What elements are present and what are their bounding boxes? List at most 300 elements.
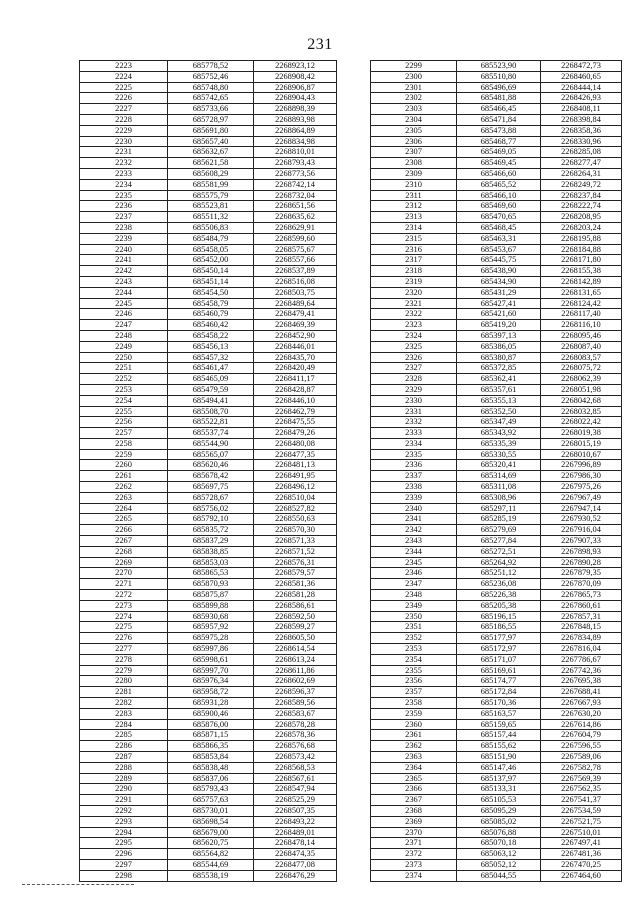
y-coordinate-cell: 2268411,17 xyxy=(254,374,337,385)
x-coordinate-cell: 685620,75 xyxy=(168,838,254,849)
point-number-cell: 2310 xyxy=(371,179,457,190)
y-coordinate-cell: 2268472,73 xyxy=(541,61,622,72)
y-coordinate-cell: 2268116,10 xyxy=(541,320,622,331)
table-row xyxy=(371,784,622,795)
table-row xyxy=(80,287,337,298)
point-number-cell: 2233 xyxy=(80,168,168,179)
y-coordinate-cell: 2268599,60 xyxy=(254,233,337,244)
x-coordinate-cell: 685544,69 xyxy=(168,859,254,870)
y-coordinate-cell: 2267857,31 xyxy=(541,611,622,622)
table-row xyxy=(80,352,337,363)
x-coordinate-cell: 685308,96 xyxy=(457,492,541,503)
y-coordinate-cell: 2268503,75 xyxy=(254,287,337,298)
y-coordinate-cell: 2267996,89 xyxy=(541,460,622,471)
x-coordinate-cell: 685311,08 xyxy=(457,482,541,493)
point-number-cell: 2291 xyxy=(80,795,168,806)
point-number-cell: 2267 xyxy=(80,536,168,547)
table-row xyxy=(80,708,337,719)
point-number-cell: 2302 xyxy=(371,93,457,104)
x-coordinate-cell: 685698,54 xyxy=(168,816,254,827)
x-coordinate-cell: 685757,63 xyxy=(168,795,254,806)
x-coordinate-cell: 685460,42 xyxy=(168,320,254,331)
table-row xyxy=(371,805,622,816)
table-row xyxy=(371,708,622,719)
y-coordinate-cell: 2267510,01 xyxy=(541,827,622,838)
point-number-cell: 2282 xyxy=(80,698,168,709)
table-row xyxy=(80,654,337,665)
x-coordinate-cell: 685565,07 xyxy=(168,449,254,460)
point-number-cell: 2316 xyxy=(371,244,457,255)
y-coordinate-cell: 2268444,14 xyxy=(541,82,622,93)
y-coordinate-cell: 2267916,04 xyxy=(541,525,622,536)
x-coordinate-cell: 685469,60 xyxy=(457,201,541,212)
point-number-cell: 2279 xyxy=(80,665,168,676)
x-coordinate-cell: 685544,90 xyxy=(168,438,254,449)
y-coordinate-cell: 2267596,55 xyxy=(541,741,622,752)
table-row xyxy=(80,622,337,633)
table-row xyxy=(371,449,622,460)
point-number-cell: 2304 xyxy=(371,114,457,125)
table-row xyxy=(80,406,337,417)
y-coordinate-cell: 2268408,11 xyxy=(541,104,622,115)
x-coordinate-cell: 685434,90 xyxy=(457,276,541,287)
x-coordinate-cell: 685469,45 xyxy=(457,158,541,169)
y-coordinate-cell: 2268904,43 xyxy=(254,93,337,104)
x-coordinate-cell: 685070,18 xyxy=(457,838,541,849)
x-coordinate-cell: 685063,12 xyxy=(457,849,541,860)
table-row xyxy=(371,859,622,870)
y-coordinate-cell: 2268019,38 xyxy=(541,428,622,439)
point-number-cell: 2285 xyxy=(80,730,168,741)
y-coordinate-cell: 2268491,95 xyxy=(254,471,337,482)
x-coordinate-cell: 685865,53 xyxy=(168,568,254,579)
table-row xyxy=(371,600,622,611)
y-coordinate-cell: 2268481,13 xyxy=(254,460,337,471)
x-coordinate-cell: 685511,32 xyxy=(168,212,254,223)
y-coordinate-cell: 2268635,62 xyxy=(254,212,337,223)
x-coordinate-cell: 685468,45 xyxy=(457,222,541,233)
y-coordinate-cell: 2268581,36 xyxy=(254,579,337,590)
point-number-cell: 2335 xyxy=(371,449,457,460)
point-number-cell: 2300 xyxy=(371,71,457,82)
point-number-cell: 2295 xyxy=(80,838,168,849)
point-number-cell: 2293 xyxy=(80,816,168,827)
x-coordinate-cell: 685155,62 xyxy=(457,741,541,752)
table-row xyxy=(80,136,337,147)
y-coordinate-cell: 2268249,72 xyxy=(541,179,622,190)
table-row xyxy=(371,644,622,655)
x-coordinate-cell: 685372,85 xyxy=(457,363,541,374)
table-row xyxy=(80,698,337,709)
x-coordinate-cell: 685564,82 xyxy=(168,849,254,860)
x-coordinate-cell: 685186,55 xyxy=(457,622,541,633)
point-number-cell: 2346 xyxy=(371,568,457,579)
x-coordinate-cell: 685866,35 xyxy=(168,741,254,752)
x-coordinate-cell: 685853,03 xyxy=(168,557,254,568)
y-coordinate-cell: 2268547,94 xyxy=(254,784,337,795)
y-coordinate-cell: 2268583,67 xyxy=(254,708,337,719)
table-row xyxy=(80,870,337,881)
point-number-cell: 2280 xyxy=(80,676,168,687)
table-row xyxy=(80,201,337,212)
point-number-cell: 2266 xyxy=(80,525,168,536)
point-number-cell: 2235 xyxy=(80,190,168,201)
y-coordinate-cell: 2267521,75 xyxy=(541,816,622,827)
table-row xyxy=(371,61,622,72)
x-coordinate-cell: 685998,61 xyxy=(168,654,254,665)
point-number-cell: 2257 xyxy=(80,428,168,439)
y-coordinate-cell: 2267947,14 xyxy=(541,503,622,514)
x-coordinate-cell: 685133,31 xyxy=(457,784,541,795)
table-row xyxy=(371,330,622,341)
table-row xyxy=(371,406,622,417)
point-number-cell: 2344 xyxy=(371,546,457,557)
point-number-cell: 2358 xyxy=(371,698,457,709)
point-number-cell: 2351 xyxy=(371,622,457,633)
point-number-cell: 2309 xyxy=(371,168,457,179)
x-coordinate-cell: 685052,12 xyxy=(457,859,541,870)
x-coordinate-cell: 685733,66 xyxy=(168,104,254,115)
point-number-cell: 2237 xyxy=(80,212,168,223)
y-coordinate-cell: 2268527,82 xyxy=(254,503,337,514)
x-coordinate-cell: 685264,92 xyxy=(457,557,541,568)
table-row xyxy=(371,384,622,395)
y-coordinate-cell: 2268516,08 xyxy=(254,276,337,287)
table-row xyxy=(80,104,337,115)
point-number-cell: 2252 xyxy=(80,374,168,385)
x-coordinate-cell: 685357,61 xyxy=(457,384,541,395)
y-coordinate-cell: 2268075,72 xyxy=(541,363,622,374)
table-row xyxy=(80,212,337,223)
y-coordinate-cell: 2268576,68 xyxy=(254,741,337,752)
point-number-cell: 2230 xyxy=(80,136,168,147)
y-coordinate-cell: 2268462,79 xyxy=(254,406,337,417)
point-number-cell: 2325 xyxy=(371,341,457,352)
table-row xyxy=(80,341,337,352)
table-row xyxy=(371,752,622,763)
x-coordinate-cell: 685466,60 xyxy=(457,168,541,179)
table-row xyxy=(371,168,622,179)
point-number-cell: 2240 xyxy=(80,244,168,255)
table-row xyxy=(371,546,622,557)
point-number-cell: 2341 xyxy=(371,514,457,525)
x-coordinate-cell: 685335,39 xyxy=(457,438,541,449)
x-coordinate-cell: 685171,07 xyxy=(457,654,541,665)
table-row xyxy=(371,719,622,730)
table-row xyxy=(371,525,622,536)
table-row xyxy=(371,870,622,881)
x-coordinate-cell: 685421,60 xyxy=(457,309,541,320)
y-coordinate-cell: 2268810,01 xyxy=(254,147,337,158)
y-coordinate-cell: 2267816,04 xyxy=(541,644,622,655)
point-number-cell: 2259 xyxy=(80,449,168,460)
table-row xyxy=(371,654,622,665)
table-row xyxy=(80,255,337,266)
point-number-cell: 2274 xyxy=(80,611,168,622)
point-number-cell: 2241 xyxy=(80,255,168,266)
y-coordinate-cell: 2267614,86 xyxy=(541,719,622,730)
x-coordinate-cell: 685876,00 xyxy=(168,719,254,730)
x-coordinate-cell: 685380,87 xyxy=(457,352,541,363)
y-coordinate-cell: 2268398,84 xyxy=(541,114,622,125)
y-coordinate-cell: 2268285,08 xyxy=(541,147,622,158)
y-coordinate-cell: 2268864,89 xyxy=(254,125,337,136)
table-row xyxy=(80,330,337,341)
table-row xyxy=(371,341,622,352)
x-coordinate-cell: 685976,34 xyxy=(168,676,254,687)
point-number-cell: 2265 xyxy=(80,514,168,525)
x-coordinate-cell: 685170,36 xyxy=(457,698,541,709)
table-row xyxy=(371,557,622,568)
table-row xyxy=(80,363,337,374)
y-coordinate-cell: 2267907,33 xyxy=(541,536,622,547)
y-coordinate-cell: 2268420,49 xyxy=(254,363,337,374)
y-coordinate-cell: 2268908,42 xyxy=(254,71,337,82)
point-number-cell: 2342 xyxy=(371,525,457,536)
y-coordinate-cell: 2268428,87 xyxy=(254,384,337,395)
point-number-cell: 2238 xyxy=(80,222,168,233)
y-coordinate-cell: 2268124,42 xyxy=(541,298,622,309)
table-row xyxy=(80,849,337,860)
table-row xyxy=(371,309,622,320)
table-row xyxy=(80,816,337,827)
x-coordinate-cell: 685169,61 xyxy=(457,665,541,676)
coordinates-table-right xyxy=(370,60,622,882)
point-number-cell: 2284 xyxy=(80,719,168,730)
point-number-cell: 2372 xyxy=(371,849,457,860)
y-coordinate-cell: 2267541,37 xyxy=(541,795,622,806)
x-coordinate-cell: 685451,14 xyxy=(168,276,254,287)
point-number-cell: 2231 xyxy=(80,147,168,158)
point-number-cell: 2362 xyxy=(371,741,457,752)
y-coordinate-cell: 2268613,24 xyxy=(254,654,337,665)
y-coordinate-cell: 2268022,42 xyxy=(541,417,622,428)
table-row xyxy=(80,492,337,503)
point-number-cell: 2326 xyxy=(371,352,457,363)
x-coordinate-cell: 685756,02 xyxy=(168,503,254,514)
y-coordinate-cell: 2268476,29 xyxy=(254,870,337,881)
point-number-cell: 2360 xyxy=(371,719,457,730)
y-coordinate-cell: 2268452,90 xyxy=(254,330,337,341)
table-row xyxy=(80,503,337,514)
x-coordinate-cell: 685870,93 xyxy=(168,579,254,590)
table-row xyxy=(80,147,337,158)
x-coordinate-cell: 685463,31 xyxy=(457,233,541,244)
table-row xyxy=(80,384,337,395)
table-row xyxy=(80,676,337,687)
y-coordinate-cell: 2268602,69 xyxy=(254,676,337,687)
y-coordinate-cell: 2267879,35 xyxy=(541,568,622,579)
x-coordinate-cell: 685456,13 xyxy=(168,341,254,352)
y-coordinate-cell: 2268277,47 xyxy=(541,158,622,169)
y-coordinate-cell: 2268581,28 xyxy=(254,590,337,601)
x-coordinate-cell: 685147,46 xyxy=(457,762,541,773)
y-coordinate-cell: 2268510,04 xyxy=(254,492,337,503)
x-coordinate-cell: 685778,52 xyxy=(168,61,254,72)
x-coordinate-cell: 685997,86 xyxy=(168,644,254,655)
table-row xyxy=(80,482,337,493)
table-row xyxy=(371,114,622,125)
table-row xyxy=(371,417,622,428)
x-coordinate-cell: 685095,29 xyxy=(457,805,541,816)
x-coordinate-cell: 685494,41 xyxy=(168,395,254,406)
point-number-cell: 2281 xyxy=(80,687,168,698)
table-row xyxy=(371,687,622,698)
x-coordinate-cell: 685484,79 xyxy=(168,233,254,244)
point-number-cell: 2290 xyxy=(80,784,168,795)
point-number-cell: 2350 xyxy=(371,611,457,622)
table-row xyxy=(371,590,622,601)
table-row xyxy=(371,428,622,439)
table-row xyxy=(80,374,337,385)
y-coordinate-cell: 2268489,64 xyxy=(254,298,337,309)
point-number-cell: 2366 xyxy=(371,784,457,795)
point-number-cell: 2273 xyxy=(80,600,168,611)
y-coordinate-cell: 2268906,87 xyxy=(254,82,337,93)
y-coordinate-cell: 2268171,80 xyxy=(541,255,622,266)
table-row xyxy=(371,611,622,622)
y-coordinate-cell: 2268087,40 xyxy=(541,341,622,352)
table-row xyxy=(80,611,337,622)
table-row xyxy=(80,417,337,428)
x-coordinate-cell: 685355,13 xyxy=(457,395,541,406)
y-coordinate-cell: 2268507,35 xyxy=(254,805,337,816)
x-coordinate-cell: 685621,58 xyxy=(168,158,254,169)
point-number-cell: 2232 xyxy=(80,158,168,169)
point-number-cell: 2270 xyxy=(80,568,168,579)
x-coordinate-cell: 685496,69 xyxy=(457,82,541,93)
table-row xyxy=(80,525,337,536)
x-coordinate-cell: 685431,29 xyxy=(457,287,541,298)
x-coordinate-cell: 685678,42 xyxy=(168,471,254,482)
x-coordinate-cell: 685465,52 xyxy=(457,179,541,190)
table-row xyxy=(371,730,622,741)
table-row xyxy=(371,363,622,374)
y-coordinate-cell: 2268742,14 xyxy=(254,179,337,190)
point-number-cell: 2322 xyxy=(371,309,457,320)
x-coordinate-cell: 685473,88 xyxy=(457,125,541,136)
y-coordinate-cell: 2267860,61 xyxy=(541,600,622,611)
x-coordinate-cell: 685419,20 xyxy=(457,320,541,331)
x-coordinate-cell: 685458,05 xyxy=(168,244,254,255)
x-coordinate-cell: 685314,69 xyxy=(457,471,541,482)
y-coordinate-cell: 2267562,35 xyxy=(541,784,622,795)
y-coordinate-cell: 2268195,88 xyxy=(541,233,622,244)
point-number-cell: 2318 xyxy=(371,266,457,277)
x-coordinate-cell: 685510,80 xyxy=(457,71,541,82)
table-row xyxy=(371,255,622,266)
y-coordinate-cell: 2268095,46 xyxy=(541,330,622,341)
point-number-cell: 2301 xyxy=(371,82,457,93)
y-coordinate-cell: 2268358,36 xyxy=(541,125,622,136)
point-number-cell: 2264 xyxy=(80,503,168,514)
table-row xyxy=(80,600,337,611)
table-row xyxy=(80,773,337,784)
table-row xyxy=(371,298,622,309)
y-coordinate-cell: 2268264,31 xyxy=(541,168,622,179)
point-number-cell: 2308 xyxy=(371,158,457,169)
point-number-cell: 2250 xyxy=(80,352,168,363)
point-number-cell: 2334 xyxy=(371,438,457,449)
y-coordinate-cell: 2268010,67 xyxy=(541,449,622,460)
table-row xyxy=(371,622,622,633)
x-coordinate-cell: 685151,90 xyxy=(457,752,541,763)
table-row xyxy=(80,762,337,773)
point-number-cell: 2245 xyxy=(80,298,168,309)
x-coordinate-cell: 685838,48 xyxy=(168,762,254,773)
y-coordinate-cell: 2268446,10 xyxy=(254,395,337,406)
y-coordinate-cell: 2268578,28 xyxy=(254,719,337,730)
point-number-cell: 2374 xyxy=(371,870,457,881)
table-row xyxy=(80,233,337,244)
y-coordinate-cell: 2268605,50 xyxy=(254,633,337,644)
x-coordinate-cell: 685523,81 xyxy=(168,201,254,212)
point-number-cell: 2247 xyxy=(80,320,168,331)
point-number-cell: 2357 xyxy=(371,687,457,698)
point-number-cell: 2225 xyxy=(80,82,168,93)
table-row xyxy=(371,849,622,860)
y-coordinate-cell: 2268062,39 xyxy=(541,374,622,385)
table-row xyxy=(80,190,337,201)
table-row xyxy=(371,503,622,514)
point-number-cell: 2329 xyxy=(371,384,457,395)
x-coordinate-cell: 685458,22 xyxy=(168,330,254,341)
x-coordinate-cell: 685752,46 xyxy=(168,71,254,82)
y-coordinate-cell: 2267497,41 xyxy=(541,838,622,849)
point-number-cell: 2255 xyxy=(80,406,168,417)
point-number-cell: 2332 xyxy=(371,417,457,428)
y-coordinate-cell: 2267470,25 xyxy=(541,859,622,870)
y-coordinate-cell: 2268489,01 xyxy=(254,827,337,838)
table-row xyxy=(371,482,622,493)
table-row xyxy=(371,179,622,190)
x-coordinate-cell: 685159,65 xyxy=(457,719,541,730)
x-coordinate-cell: 685453,67 xyxy=(457,244,541,255)
table-row xyxy=(371,244,622,255)
y-coordinate-cell: 2268032,85 xyxy=(541,406,622,417)
page-number: 231 xyxy=(307,36,333,53)
table-row xyxy=(80,838,337,849)
x-coordinate-cell: 685205,38 xyxy=(457,600,541,611)
table-row xyxy=(371,233,622,244)
table-row xyxy=(371,665,622,676)
y-coordinate-cell: 2267481,36 xyxy=(541,849,622,860)
y-coordinate-cell: 2268474,35 xyxy=(254,849,337,860)
point-number-cell: 2317 xyxy=(371,255,457,266)
table-row xyxy=(371,276,622,287)
y-coordinate-cell: 2268571,52 xyxy=(254,546,337,557)
point-number-cell: 2229 xyxy=(80,125,168,136)
point-number-cell: 2343 xyxy=(371,536,457,547)
y-coordinate-cell: 2268446,01 xyxy=(254,341,337,352)
table-row xyxy=(80,309,337,320)
x-coordinate-cell: 685386,05 xyxy=(457,341,541,352)
y-coordinate-cell: 2268592,50 xyxy=(254,611,337,622)
table-row xyxy=(80,795,337,806)
x-coordinate-cell: 685538,19 xyxy=(168,870,254,881)
x-coordinate-cell: 685748,80 xyxy=(168,82,254,93)
point-number-cell: 2269 xyxy=(80,557,168,568)
y-coordinate-cell: 2268237,84 xyxy=(541,190,622,201)
x-coordinate-cell: 685172,84 xyxy=(457,687,541,698)
x-coordinate-cell: 685427,41 xyxy=(457,298,541,309)
table-row xyxy=(371,633,622,644)
table-row xyxy=(80,514,337,525)
y-coordinate-cell: 2268586,61 xyxy=(254,600,337,611)
table-row xyxy=(80,168,337,179)
point-number-cell: 2324 xyxy=(371,330,457,341)
y-coordinate-cell: 2267630,20 xyxy=(541,708,622,719)
